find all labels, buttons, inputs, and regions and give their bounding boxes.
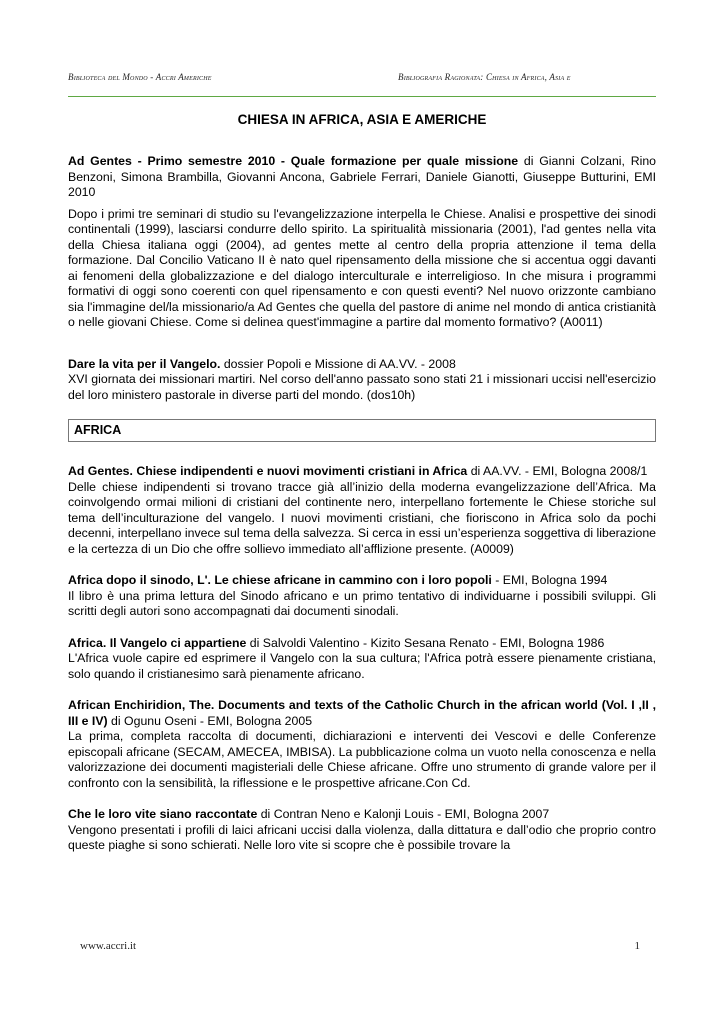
entry-title: Ad Gentes. Chiese indipendenti e nuovi movimenti cristiani in Africa xyxy=(68,464,468,478)
entry-meta: di Salvoldi Valentino - Kizito Sesana Renato - EMI, Bologna 1986 xyxy=(246,635,605,650)
bibliography-entry xyxy=(68,573,656,620)
entry-meta: di Gianni Colzani, Rino Benzoni, Simona Brambilla, Giovanni Ancona, Gabriele Ferrari, Daniele Gianotti, Giuseppe Butturini, EMI 2010 xyxy=(68,154,657,199)
bibliography-entry xyxy=(68,464,656,557)
header-left-text: Biblioteca del Mondo - Accri Americhe xyxy=(68,72,212,82)
entry-description: Delle chiese indipendenti si trovano tracce già all’inizio della moderna evangelizzazione dell’Africa. Ma coinvolgendo ormai milioni di cristiani del continente nero, interpellano fortemente le Chiese storiche sul tema dell’inculturazione del vangelo. I nuovi movimenti cristiani, che fioriscono in Africa solo da pochi decenni, interpellano invece sul tema della salvezza. Si cerca in essi un’esperienza soggettiva di liberazione e la certezza di un Dio che offre sollievo immediato all’afflizione presente. (A0009) xyxy=(68,479,656,556)
bibliography-entry xyxy=(68,154,656,201)
entry-meta: dossier Popoli e Missione di AA.VV. - 2008 xyxy=(220,356,456,371)
entry-meta: di Ogunu Oseni - EMI, Bologna 2005 xyxy=(107,713,313,728)
entry-title: African Enchiridion, The. Documents and texts of the Catholic Church in the african world (Vol. I ,II , III e IV) xyxy=(68,698,656,728)
page-header xyxy=(68,70,656,97)
entry-meta: - EMI, Bologna 1994 xyxy=(491,573,608,587)
document-body xyxy=(68,154,656,870)
bibliography-entry xyxy=(68,357,656,404)
bibliography-entry-description xyxy=(68,207,656,331)
entry-meta: di AA.VV. - EMI, Bologna 2008/1 xyxy=(467,464,648,478)
entry-title: Che le loro vite siano raccontate xyxy=(68,807,258,821)
entry-description: Dopo i primi tre seminari di studio su l'evangelizzazione interpella le Chiese. Analisi e prospettive dei sinodi continentali (1999), lasciarsi condurre dello spirito. La spiritualità missionaria (2001), l'ad gentes nella vita della Chiesa italiana oggi (2004), ad gentes mette al centro della propria attenzione il tema della formazione. Dal Concilio Vaticano II è nato quel ripensamento della missione che si accentua oggi davanti ai fenomeni della globalizzazione e del dialogo interculturale e interreligioso. In che misura i programmi formativi di oggi sono coerenti con quel ripensamento e con questi eventi? Nel nuovo orizzonte cambiano sia l'immagine del/la missionario/a Ad Gentes che quella del pastore di anime nel mondo di antica cristianità o nelle giovani Chiese. Come si delinea quest'immagine a partire dal momento formativo? (A0011) xyxy=(68,206,656,329)
entry-meta: di Contran Neno e Kalonji Louis - EMI, Bologna 2007 xyxy=(257,807,550,821)
header-right-text: Bibliografia Ragionata: Chiesa in Africa, Asia e xyxy=(398,72,571,82)
bibliography-entry xyxy=(68,698,656,791)
page-number: 1 xyxy=(634,940,640,952)
bibliography-entry xyxy=(68,636,656,683)
entry-title: Africa. Il Vangelo ci appartiene xyxy=(68,635,247,650)
entry-title: Dare la vita per il Vangelo. xyxy=(68,356,221,371)
entry-description: Vengono presentati i profili di laici africani uccisi dalla violenza, dalla dittatura e dall’odio che proprio contro queste piaghe si sono schierati. Nelle loro vite si scopre che è possibile trovare la xyxy=(68,822,656,852)
entry-title: Africa dopo il sinodo, L'. Le chiese africane in cammino con i loro popoli xyxy=(68,573,492,587)
entry-title: Ad Gentes - Primo semestre 2010 - Quale formazione per quale missione xyxy=(68,154,519,168)
bibliography-entry xyxy=(68,807,656,854)
footer-site-link[interactable]: www.accri.it xyxy=(80,940,137,952)
entry-description: La prima, completa raccolta di documenti, dichiarazioni e interventi dei Vescovi e delle Conferenze episcopali africane (SECAM, AMECEA, IMBISA). La pubblicazione colma un vuoto nella conoscenza e nella valorizzazione dei documenti magisteriali delle Chiese africane. Offre uno strumento di grande valore per il confronto con la sensibilità, la riflessione e le prospettive africane.Con Cd. xyxy=(68,729,656,790)
section-heading-africa: AFRICA xyxy=(68,419,656,442)
entry-description: XVI giornata dei missionari martiri. Nel corso dell'anno passato sono stati 21 i missionari uccisi nell'esercizio del loro ministero pastorale in diverse parti del mondo. (dos10h) xyxy=(68,372,656,402)
entry-description: L'Africa vuole capire ed esprimere il Vangelo con la sua cultura; l'Africa potrà essere pienamente cristiana, solo quando il cristianesimo sarà pienamente africano. xyxy=(68,651,656,681)
entry-description: Il libro è una prima lettura del Sinodo africano e un primo tentativo di individuarne i possibili sviluppi. Gli scritti degli autori sono accompagnati dai documenti sinodali. xyxy=(68,588,656,618)
page-title: CHIESA IN AFRICA, ASIA E AMERICHE xyxy=(237,112,487,127)
header-divider xyxy=(68,96,656,97)
